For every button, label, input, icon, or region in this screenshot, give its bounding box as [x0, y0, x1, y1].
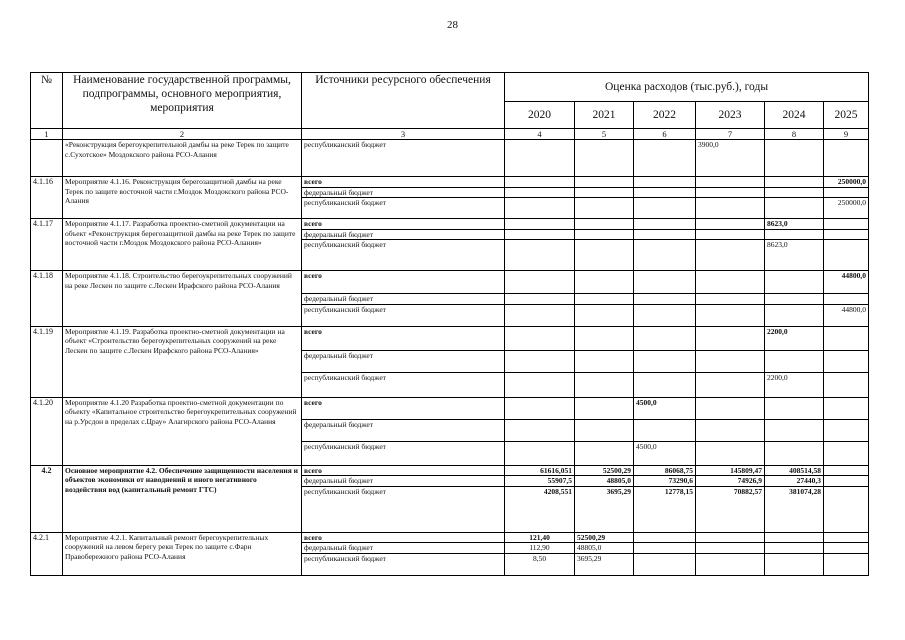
- value-cell: 73290,6: [634, 476, 696, 487]
- value-cell: 52500,29: [575, 465, 634, 476]
- value-cell: [634, 177, 696, 188]
- row-name: Мероприятие 4.1.20 Разработка проектно-сметной документации по объекту «Капитальное строительство берегоукрепительных сооружений на р.Урсдон в пределах с.Црау» Алагирского района РСО-Алания: [63, 397, 302, 465]
- header-year: 2022: [634, 102, 696, 129]
- value-cell: 2200,0: [765, 326, 824, 350]
- value-cell: 8,50: [505, 553, 575, 575]
- value-cell: 3900,0: [696, 140, 765, 177]
- table-row: [31, 177, 869, 188]
- header-year: 2024: [765, 102, 824, 129]
- row-source: республиканский бюджет: [302, 198, 505, 219]
- value-cell: 408514,58: [765, 465, 824, 476]
- header-number: №: [31, 73, 63, 129]
- row-name: Мероприятие 4.1.16. Реконструкция берегозащитной дамбы на реке Терек по защите восточной части г.Моздок Моздокского района РСО-Алания: [63, 177, 302, 219]
- header-funding-source: Источники ресурсного обеспечения: [302, 73, 505, 129]
- value-cell: 52500,29: [575, 532, 634, 543]
- row-source: республиканский бюджет: [302, 486, 505, 532]
- column-number: 1: [31, 129, 63, 140]
- value-cell: 8623,0: [765, 240, 824, 271]
- column-number: 3: [302, 129, 505, 140]
- row-source: федеральный бюджет: [302, 543, 505, 554]
- value-cell: [824, 140, 869, 177]
- row-code: 4.2.1: [31, 532, 63, 575]
- row-source: всего: [302, 177, 505, 188]
- column-number: 5: [575, 129, 634, 140]
- value-cell: 48805,0: [575, 476, 634, 487]
- row-code: 4.1.18: [31, 271, 63, 327]
- value-cell: [505, 177, 575, 188]
- value-cell: 8623,0: [765, 219, 824, 230]
- row-source: федеральный бюджет: [302, 419, 505, 441]
- column-number: 7: [696, 129, 765, 140]
- column-number: 4: [505, 129, 575, 140]
- value-cell: 55907,5: [505, 476, 575, 487]
- value-cell: 121,40: [505, 532, 575, 543]
- row-name: Мероприятие 4.2.1. Капитальный ремонт берегоукрепительных сооружений на левом берегу реки Терек по защите с.Фарн Правобережного района РСО-Алания: [63, 532, 302, 575]
- row-source: республиканский бюджет: [302, 372, 505, 397]
- row-source: федеральный бюджет: [302, 476, 505, 487]
- value-cell: 4500,0: [634, 441, 696, 465]
- header-expense-estimate: Оценка расходов (тыс.руб.), годы: [505, 73, 869, 102]
- header-year: 2025: [824, 102, 869, 129]
- row-name: Мероприятие 4.1.19. Разработка проектно-сметной документации на объект «Строительство берегоукрепительных сооружений на реке Лескен по защите с.Лескен Ирафского района РСО-Алания»: [63, 326, 302, 397]
- row-source: республиканский бюджет: [302, 553, 505, 575]
- value-cell: 12778,15: [634, 486, 696, 532]
- row-code: [31, 140, 63, 177]
- value-cell: 3695,29: [575, 486, 634, 532]
- column-number: 2: [63, 129, 302, 140]
- row-source: федеральный бюджет: [302, 294, 505, 305]
- row-code: 4.1.17: [31, 219, 63, 271]
- table-row: [31, 397, 869, 419]
- value-cell: 86068,75: [634, 465, 696, 476]
- header-year: 2020: [505, 102, 575, 129]
- value-cell: 4500,0: [634, 397, 696, 419]
- value-cell: [505, 140, 575, 177]
- value-cell: [575, 140, 634, 177]
- row-source: республиканский бюджет: [302, 240, 505, 271]
- table-row: [31, 465, 869, 476]
- row-source: федеральный бюджет: [302, 350, 505, 372]
- row-code: 4.2: [31, 465, 63, 532]
- row-name: «Реконструкция берегоукрепительной дамбы на реке Терек по защите с.Сухотское» Моздокского района РСО-Алания: [63, 140, 302, 177]
- value-cell: 145809,47: [696, 465, 765, 476]
- row-name: Основное мероприятие 4.2. Обеспечение защищенности населения и объектов экономики от наводнений и иного негативного воздействия вод (капитальный ремонт ГТС): [63, 465, 302, 532]
- row-code: 4.1.19: [31, 326, 63, 397]
- value-cell: 3695,29: [575, 553, 634, 575]
- table-row: [31, 219, 869, 230]
- value-cell: 4208,551: [505, 486, 575, 532]
- page-number: 28: [447, 19, 458, 31]
- row-name: Мероприятие 4.1.18. Строительство берегоукрепительных сооружений на реке Лескен по защите с.Лескен Ирафского района РСО-Алания: [63, 271, 302, 327]
- row-source: всего: [302, 397, 505, 419]
- value-cell: [634, 140, 696, 177]
- row-source: всего: [302, 219, 505, 230]
- value-cell: 74926,9: [696, 476, 765, 487]
- row-name: Мероприятие 4.1.17. Разработка проектно-сметной документации на объект «Реконструкция берегозащитной дамбы на реке Терек по защите восточной части г.Моздок Моздокского района РСО-Алания»: [63, 219, 302, 271]
- row-source: федеральный бюджет: [302, 229, 505, 240]
- row-code: 4.1.20: [31, 397, 63, 465]
- row-code: 4.1.16: [31, 177, 63, 219]
- row-source: всего: [302, 326, 505, 350]
- value-cell: 61616,051: [505, 465, 575, 476]
- table-row: [31, 326, 869, 350]
- resource-table: [30, 72, 869, 576]
- value-cell: [765, 177, 824, 188]
- value-cell: [696, 177, 765, 188]
- value-cell: 27440,3: [765, 476, 824, 487]
- column-number: 8: [765, 129, 824, 140]
- row-source: республиканский бюджет: [302, 304, 505, 326]
- value-cell: 2200,0: [765, 372, 824, 397]
- row-source: всего: [302, 532, 505, 543]
- row-source: федеральный бюджет: [302, 187, 505, 198]
- value-cell: 381074,28: [765, 486, 824, 532]
- value-cell: [575, 177, 634, 188]
- row-source: всего: [302, 271, 505, 294]
- value-cell: 44800,0: [824, 271, 869, 294]
- header-program-name: Наименование государственной программы, подпрограммы, основного мероприятия, мероприятия: [63, 73, 302, 129]
- row-source: республиканский бюджет: [302, 140, 505, 177]
- value-cell: 250000,0: [824, 198, 869, 219]
- column-number: 9: [824, 129, 869, 140]
- column-number: 6: [634, 129, 696, 140]
- value-cell: [765, 140, 824, 177]
- header-year: 2023: [696, 102, 765, 129]
- header-year: 2021: [575, 102, 634, 129]
- table-row: [31, 140, 869, 177]
- value-cell: 250000,0: [824, 177, 869, 188]
- column-number-row: [31, 129, 869, 140]
- value-cell: 112,90: [505, 543, 575, 554]
- table-row: [31, 271, 869, 294]
- value-cell: 48805,0: [575, 543, 634, 554]
- row-source: республиканский бюджет: [302, 441, 505, 465]
- value-cell: 44800,0: [824, 304, 869, 326]
- table-row: [31, 532, 869, 543]
- value-cell: 70882,57: [696, 486, 765, 532]
- row-source: всего: [302, 465, 505, 476]
